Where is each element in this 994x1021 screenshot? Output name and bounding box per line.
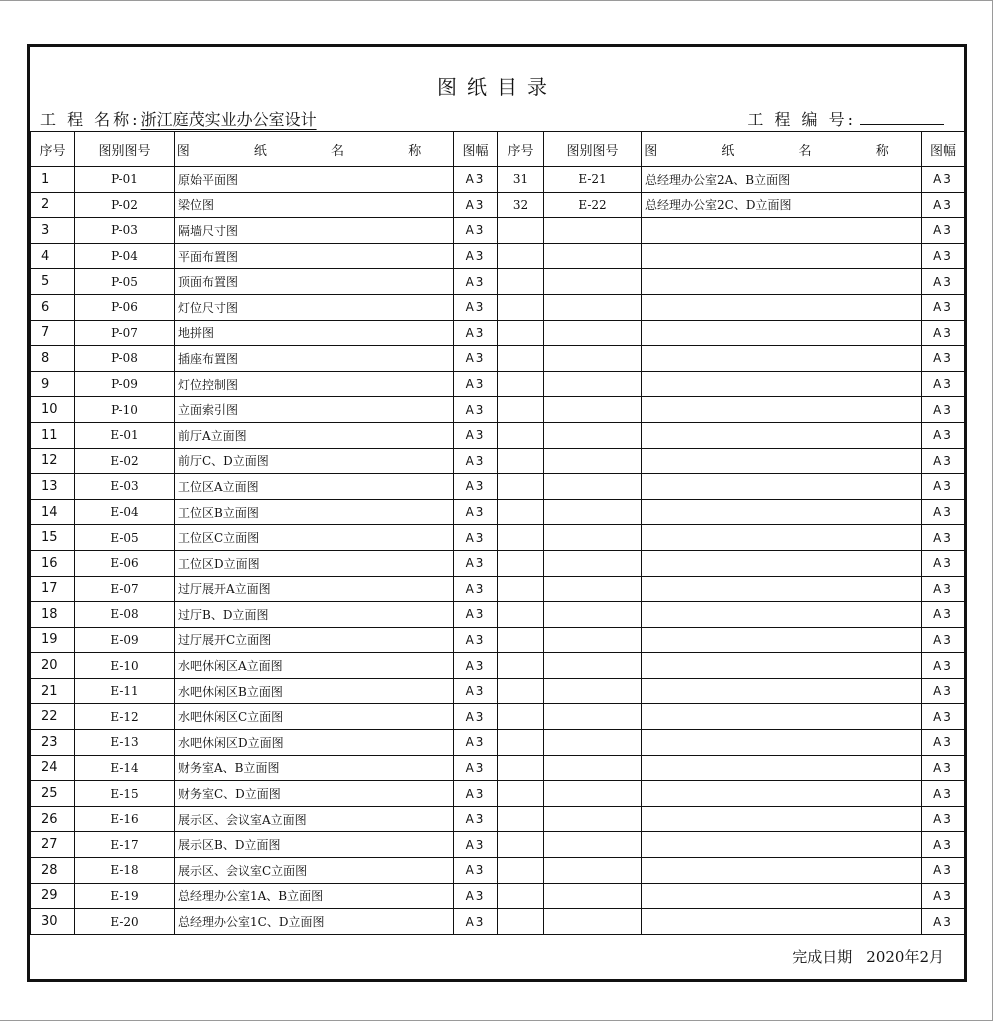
row-format: A3 — [454, 858, 498, 884]
row-seq: 2 — [31, 192, 75, 218]
header-seq-2: 序号 — [498, 132, 544, 167]
row-format-2: A3 — [922, 704, 965, 730]
row-seq: 8 — [31, 346, 75, 372]
table-row — [31, 422, 965, 448]
row-seq: 7 — [31, 320, 75, 346]
row-format-2: A3 — [922, 576, 965, 602]
project-number — [747, 107, 944, 130]
row-code: P-02 — [75, 192, 175, 218]
row-name: 插座布置图 — [175, 346, 454, 372]
row-code-2 — [544, 755, 642, 781]
row-format-2: A3 — [922, 422, 965, 448]
row-name-2 — [642, 576, 922, 602]
row-seq: 12 — [31, 448, 75, 474]
row-seq: 10 — [31, 397, 75, 423]
header-name-2: 图 纸 名 称 — [642, 132, 922, 167]
row-seq-2 — [498, 755, 544, 781]
row-format-2: A3 — [922, 550, 965, 576]
row-name-2 — [642, 653, 922, 679]
header-seq: 序号 — [31, 132, 75, 167]
row-seq: 28 — [31, 858, 75, 884]
drawing-index-table — [30, 131, 965, 935]
row-code-2 — [544, 397, 642, 423]
row-format-2: A3 — [922, 627, 965, 653]
row-name-2 — [642, 422, 922, 448]
row-name-2 — [642, 474, 922, 500]
row-seq: 15 — [31, 525, 75, 551]
row-seq: 3 — [31, 218, 75, 244]
row-code: P-04 — [75, 243, 175, 269]
row-code-2 — [544, 806, 642, 832]
row-format-2: A3 — [922, 858, 965, 884]
row-seq-2 — [498, 422, 544, 448]
row-seq-2 — [498, 832, 544, 858]
row-seq-2 — [498, 499, 544, 525]
table-row — [31, 474, 965, 500]
row-name: 平面布置图 — [175, 243, 454, 269]
row-name: 灯位控制图 — [175, 371, 454, 397]
row-name: 水吧休闲区B立面图 — [175, 678, 454, 704]
row-format-2: A3 — [922, 346, 965, 372]
table-row — [31, 218, 965, 244]
table-row — [31, 448, 965, 474]
row-name: 展示区B、D立面图 — [175, 832, 454, 858]
row-name: 展示区、会议室A立面图 — [175, 806, 454, 832]
row-format-2: A3 — [922, 218, 965, 244]
project-name-label: 工 程 名称: — [40, 110, 141, 129]
row-format-2: A3 — [922, 397, 965, 423]
table-row — [31, 167, 965, 193]
row-name-2 — [642, 806, 922, 832]
row-name-2 — [642, 371, 922, 397]
table-row — [31, 909, 965, 935]
row-format-2: A3 — [922, 320, 965, 346]
row-format-2: A3 — [922, 269, 965, 295]
row-name: 灯位尺寸图 — [175, 294, 454, 320]
row-name: 过厅展开C立面图 — [175, 627, 454, 653]
row-code-2 — [544, 730, 642, 756]
table-row — [31, 781, 965, 807]
row-code: E-14 — [75, 755, 175, 781]
row-format: A3 — [454, 397, 498, 423]
row-name: 水吧休闲区C立面图 — [175, 704, 454, 730]
table-row — [31, 371, 965, 397]
row-name-2 — [642, 243, 922, 269]
row-seq: 22 — [31, 704, 75, 730]
table-row — [31, 832, 965, 858]
row-format-2: A3 — [922, 294, 965, 320]
row-seq: 24 — [31, 755, 75, 781]
row-name-2 — [642, 755, 922, 781]
row-code: E-08 — [75, 602, 175, 628]
row-seq-2 — [498, 627, 544, 653]
row-format: A3 — [454, 576, 498, 602]
row-seq: 25 — [31, 781, 75, 807]
table-row — [31, 320, 965, 346]
row-format-2: A3 — [922, 602, 965, 628]
row-code: E-17 — [75, 832, 175, 858]
completion-date — [778, 946, 944, 967]
row-format: A3 — [454, 269, 498, 295]
row-name-2 — [642, 550, 922, 576]
row-seq: 1 — [31, 167, 75, 193]
row-seq-2 — [498, 858, 544, 884]
header-format: 图幅 — [454, 132, 498, 167]
row-code-2 — [544, 678, 642, 704]
row-name-2: 总经理办公室2A、B立面图 — [642, 167, 922, 193]
row-name-2 — [642, 346, 922, 372]
row-format: A3 — [454, 371, 498, 397]
row-name: 财务室A、B立面图 — [175, 755, 454, 781]
table-row — [31, 294, 965, 320]
row-code: E-07 — [75, 576, 175, 602]
row-format-2: A3 — [922, 678, 965, 704]
row-name: 工位区A立面图 — [175, 474, 454, 500]
row-format: A3 — [454, 422, 498, 448]
row-name: 前厅C、D立面图 — [175, 448, 454, 474]
row-code: P-09 — [75, 371, 175, 397]
row-code-2: E-22 — [544, 192, 642, 218]
row-format-2: A3 — [922, 730, 965, 756]
row-code: E-15 — [75, 781, 175, 807]
row-seq-2 — [498, 448, 544, 474]
row-code: E-04 — [75, 499, 175, 525]
row-seq: 17 — [31, 576, 75, 602]
row-code-2 — [544, 576, 642, 602]
row-seq: 19 — [31, 627, 75, 653]
row-name-2 — [642, 218, 922, 244]
row-code-2 — [544, 371, 642, 397]
row-seq-2 — [498, 576, 544, 602]
table-row — [31, 755, 965, 781]
row-format: A3 — [454, 909, 498, 935]
row-code-2 — [544, 243, 642, 269]
row-code-2 — [544, 550, 642, 576]
row-format: A3 — [454, 243, 498, 269]
row-seq: 29 — [31, 883, 75, 909]
row-seq: 11 — [31, 422, 75, 448]
row-code: E-01 — [75, 422, 175, 448]
row-name-2 — [642, 397, 922, 423]
row-seq: 14 — [31, 499, 75, 525]
page-title: 图纸目录 — [437, 75, 557, 99]
row-seq-2 — [498, 294, 544, 320]
row-name-2 — [642, 704, 922, 730]
row-format: A3 — [454, 218, 498, 244]
row-format-2: A3 — [922, 167, 965, 193]
row-format: A3 — [454, 346, 498, 372]
row-seq: 16 — [31, 550, 75, 576]
row-seq-2: 31 — [498, 167, 544, 193]
row-code: P-06 — [75, 294, 175, 320]
row-format: A3 — [454, 499, 498, 525]
row-name-2 — [642, 858, 922, 884]
row-seq: 5 — [31, 269, 75, 295]
table-row — [31, 269, 965, 295]
row-name-2 — [642, 781, 922, 807]
row-seq-2 — [498, 909, 544, 935]
row-name: 工位区B立面图 — [175, 499, 454, 525]
table-row — [31, 550, 965, 576]
row-format: A3 — [454, 167, 498, 193]
row-code: E-12 — [75, 704, 175, 730]
row-seq-2 — [498, 525, 544, 551]
row-name-2 — [642, 294, 922, 320]
row-seq: 6 — [31, 294, 75, 320]
row-code: E-19 — [75, 883, 175, 909]
row-seq: 21 — [31, 678, 75, 704]
row-name: 原始平面图 — [175, 167, 454, 193]
row-code-2 — [544, 448, 642, 474]
row-seq-2 — [498, 806, 544, 832]
row-format-2: A3 — [922, 474, 965, 500]
row-code: E-09 — [75, 627, 175, 653]
table-row — [31, 858, 965, 884]
row-code-2 — [544, 320, 642, 346]
row-name-2 — [642, 627, 922, 653]
row-seq: 20 — [31, 653, 75, 679]
row-seq-2 — [498, 474, 544, 500]
table-row — [31, 883, 965, 909]
row-name: 前厅A立面图 — [175, 422, 454, 448]
row-seq: 26 — [31, 806, 75, 832]
row-code-2 — [544, 602, 642, 628]
row-code-2 — [544, 499, 642, 525]
row-name-2 — [642, 730, 922, 756]
row-seq-2 — [498, 346, 544, 372]
row-format: A3 — [454, 320, 498, 346]
header-code: 图别图号 — [75, 132, 175, 167]
row-code: E-11 — [75, 678, 175, 704]
row-name: 立面索引图 — [175, 397, 454, 423]
table-row — [31, 243, 965, 269]
row-format: A3 — [454, 525, 498, 551]
row-format: A3 — [454, 730, 498, 756]
row-code: E-16 — [75, 806, 175, 832]
row-format-2: A3 — [922, 653, 965, 679]
row-format-2: A3 — [922, 192, 965, 218]
header-name: 图 纸 名 称 — [175, 132, 454, 167]
table-row — [31, 525, 965, 551]
row-name: 总经理办公室1A、B立面图 — [175, 883, 454, 909]
row-format: A3 — [454, 602, 498, 628]
row-code: E-06 — [75, 550, 175, 576]
table-row — [31, 730, 965, 756]
row-code-2 — [544, 218, 642, 244]
row-code-2 — [544, 474, 642, 500]
row-seq-2 — [498, 243, 544, 269]
row-code-2 — [544, 269, 642, 295]
row-code: E-05 — [75, 525, 175, 551]
row-name-2 — [642, 499, 922, 525]
row-format: A3 — [454, 781, 498, 807]
row-code-2 — [544, 627, 642, 653]
row-format: A3 — [454, 653, 498, 679]
row-seq-2 — [498, 678, 544, 704]
project-name — [40, 107, 317, 130]
row-name-2 — [642, 909, 922, 935]
table-row — [31, 576, 965, 602]
row-code: P-07 — [75, 320, 175, 346]
row-name: 总经理办公室1C、D立面图 — [175, 909, 454, 935]
row-seq-2 — [498, 269, 544, 295]
table-row — [31, 499, 965, 525]
row-code-2 — [544, 294, 642, 320]
row-format-2: A3 — [922, 883, 965, 909]
header-format-2: 图幅 — [922, 132, 965, 167]
row-code-2 — [544, 346, 642, 372]
row-code: E-03 — [75, 474, 175, 500]
row-format-2: A3 — [922, 781, 965, 807]
row-format-2: A3 — [922, 806, 965, 832]
row-seq: 23 — [31, 730, 75, 756]
row-name: 展示区、会议室C立面图 — [175, 858, 454, 884]
row-code-2 — [544, 909, 642, 935]
row-code: P-10 — [75, 397, 175, 423]
completion-value: 2020年2月 — [866, 948, 944, 966]
project-number-blank — [860, 110, 944, 125]
table-row — [31, 346, 965, 372]
row-code-2 — [544, 832, 642, 858]
drawing-frame — [27, 44, 967, 982]
project-name-value: 浙江庭茂实业办公室设计 — [140, 110, 317, 129]
row-format-2: A3 — [922, 909, 965, 935]
row-name-2 — [642, 883, 922, 909]
row-seq-2: 32 — [498, 192, 544, 218]
row-code-2 — [544, 781, 642, 807]
row-code: E-18 — [75, 858, 175, 884]
row-format-2: A3 — [922, 371, 965, 397]
row-name: 地拼图 — [175, 320, 454, 346]
row-name-2: 总经理办公室2C、D立面图 — [642, 192, 922, 218]
row-format-2: A3 — [922, 448, 965, 474]
table-row — [31, 192, 965, 218]
row-code-2 — [544, 858, 642, 884]
row-name: 隔墙尺寸图 — [175, 218, 454, 244]
row-seq: 13 — [31, 474, 75, 500]
row-name-2 — [642, 832, 922, 858]
row-seq: 9 — [31, 371, 75, 397]
table-row — [31, 806, 965, 832]
row-format: A3 — [454, 883, 498, 909]
row-code-2 — [544, 704, 642, 730]
row-format: A3 — [454, 704, 498, 730]
row-name-2 — [642, 678, 922, 704]
row-code: P-05 — [75, 269, 175, 295]
header-code-2: 图别图号 — [544, 132, 642, 167]
row-seq-2 — [498, 602, 544, 628]
row-code-2: E-21 — [544, 167, 642, 193]
row-seq-2 — [498, 371, 544, 397]
row-format-2: A3 — [922, 499, 965, 525]
row-code-2 — [544, 422, 642, 448]
project-number-label: 工 程 编 号: — [747, 110, 856, 129]
row-name-2 — [642, 269, 922, 295]
row-format: A3 — [454, 627, 498, 653]
row-name: 梁位图 — [175, 192, 454, 218]
row-name-2 — [642, 602, 922, 628]
row-code: E-10 — [75, 653, 175, 679]
table-row — [31, 653, 965, 679]
row-format: A3 — [454, 806, 498, 832]
row-name: 财务室C、D立面图 — [175, 781, 454, 807]
row-seq-2 — [498, 550, 544, 576]
row-code-2 — [544, 525, 642, 551]
row-seq-2 — [498, 397, 544, 423]
row-format: A3 — [454, 192, 498, 218]
row-seq-2 — [498, 653, 544, 679]
row-seq: 4 — [31, 243, 75, 269]
row-seq-2 — [498, 730, 544, 756]
row-code: P-03 — [75, 218, 175, 244]
row-code: E-20 — [75, 909, 175, 935]
row-format: A3 — [454, 550, 498, 576]
row-code: E-02 — [75, 448, 175, 474]
row-name-2 — [642, 320, 922, 346]
row-code: P-01 — [75, 167, 175, 193]
row-seq-2 — [498, 781, 544, 807]
row-format: A3 — [454, 678, 498, 704]
row-seq-2 — [498, 320, 544, 346]
row-seq-2 — [498, 218, 544, 244]
row-seq: 30 — [31, 909, 75, 935]
row-format: A3 — [454, 755, 498, 781]
row-seq: 18 — [31, 602, 75, 628]
table-row — [31, 678, 965, 704]
completion-label: 完成日期 — [792, 948, 853, 966]
row-name: 工位区C立面图 — [175, 525, 454, 551]
row-format: A3 — [454, 832, 498, 858]
table-header-row — [31, 132, 965, 167]
table-row — [31, 704, 965, 730]
row-code: E-13 — [75, 730, 175, 756]
row-name: 过厅B、D立面图 — [175, 602, 454, 628]
table-row — [31, 627, 965, 653]
row-name: 工位区D立面图 — [175, 550, 454, 576]
row-format: A3 — [454, 294, 498, 320]
row-code: P-08 — [75, 346, 175, 372]
row-name-2 — [642, 448, 922, 474]
table-row — [31, 602, 965, 628]
row-format-2: A3 — [922, 832, 965, 858]
table-row — [31, 397, 965, 423]
row-code-2 — [544, 883, 642, 909]
row-format-2: A3 — [922, 755, 965, 781]
row-name: 过厅展开A立面图 — [175, 576, 454, 602]
row-seq: 27 — [31, 832, 75, 858]
row-code-2 — [544, 653, 642, 679]
row-format-2: A3 — [922, 243, 965, 269]
row-format-2: A3 — [922, 525, 965, 551]
row-name: 水吧休闲区D立面图 — [175, 730, 454, 756]
row-format: A3 — [454, 474, 498, 500]
row-name: 水吧休闲区A立面图 — [175, 653, 454, 679]
row-seq-2 — [498, 883, 544, 909]
row-name-2 — [642, 525, 922, 551]
row-seq-2 — [498, 704, 544, 730]
row-name: 顶面布置图 — [175, 269, 454, 295]
row-format: A3 — [454, 448, 498, 474]
